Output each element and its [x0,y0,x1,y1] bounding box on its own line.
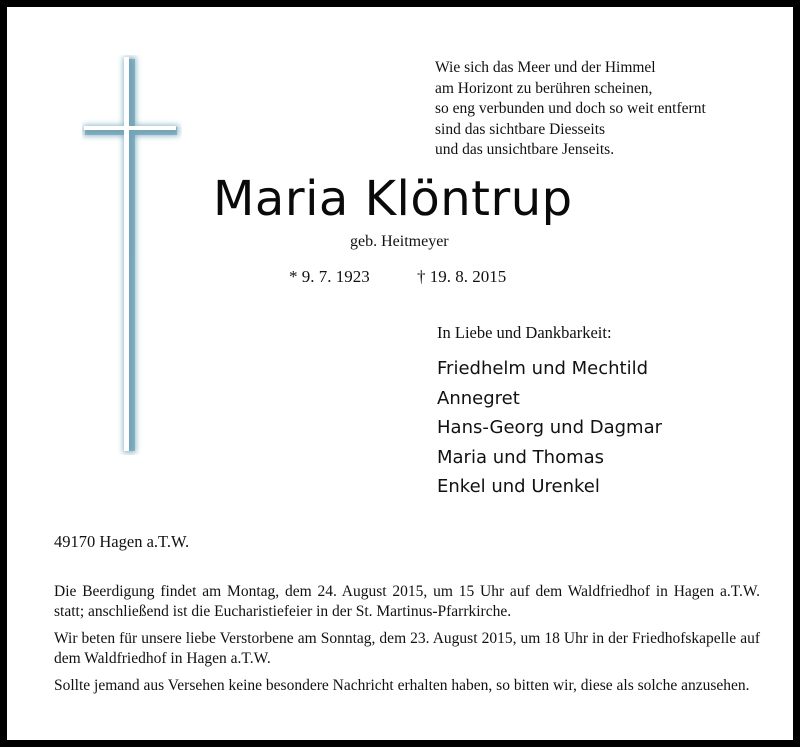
mourner-name: Friedhelm und Mechtild [437,358,649,379]
poem-line: und das unsichtbare Jenseits. [435,141,615,158]
poem-line: sind das sichtbare Diesseits [435,120,606,138]
cross-icon [82,55,182,455]
birth-name: geb. Heitmeyer [350,233,449,250]
death-date: † 19. 8. 2015 [417,267,507,286]
poem-line: Wie sich das Meer und der Himmel [435,59,656,76]
mourner-name: Maria und Thomas [437,446,605,468]
birth-date: * 9. 7. 1923 [289,267,370,286]
mourners-list [437,354,662,502]
notice-paragraph: Die Beerdigung findet am Montag, dem 24. August 2015, um 15 Uhr auf dem Waldfriedhof in Hagen a.T.W. statt; anschließend ist die Eucharistiefeier in der St. Martinus-Pfarrkirche. [54,583,760,620]
notice-paragraph: Wir beten für unsere liebe Verstorbene am Sonntag, dem 23. August 2015, um 18 Uhr in der Friedhofskapelle auf dem Waldfriedhof in Hagen a.T.W. [54,630,760,667]
poem-line: am Horizont zu berühren scheinen, [435,79,653,97]
mourners-intro: In Liebe und Dankbarkeit: [437,323,612,342]
mourner-name: Annegret [437,387,520,409]
poem-line: so eng verbunden und doch so weit entfernt [435,100,706,117]
deceased-name: Maria Klöntrup [213,171,573,227]
mourner-name: Enkel und Urenkel [437,476,600,498]
location: 49170 Hagen a.T.W. [54,532,190,551]
notice-paragraph: Sollte jemand aus Versehen keine besondere Nachricht erhalten haben, so bitten wir, diese als solche anzusehen. [54,677,750,694]
mourner-name: Hans-Georg und Dagmar [437,417,663,439]
funeral-notices [54,582,760,703]
poem [435,58,775,161]
